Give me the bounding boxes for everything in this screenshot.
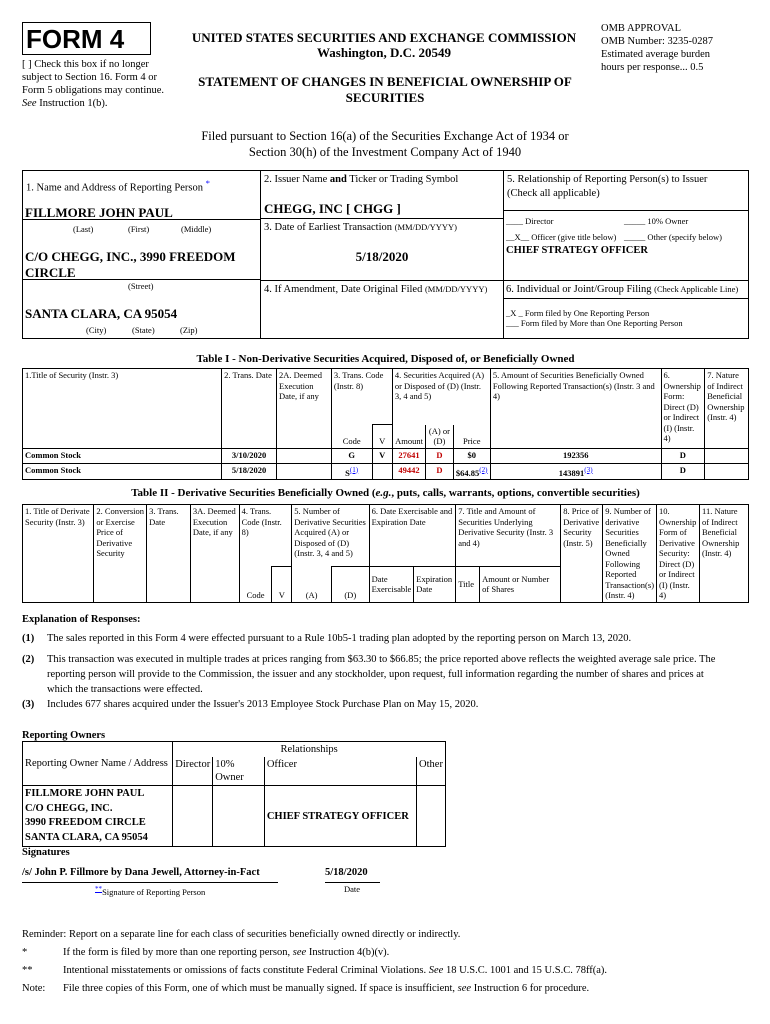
t1-r1-code-footnote[interactable]: (1)	[349, 465, 359, 474]
owners-h-relationships: Relationships	[173, 742, 446, 758]
box1-divider-1	[23, 219, 260, 220]
t1-r1-ad: D	[426, 463, 453, 479]
t2-h6: 6. Date Exercisable and Expiration Date	[369, 505, 456, 567]
signature-date: 5/18/2020	[325, 866, 380, 883]
t1-sub-ad: (A) or (D)	[426, 425, 453, 449]
box4-label-fmt: (MM/DD/YYYY)	[424, 284, 488, 294]
t1-r1-price-footnote[interactable]: (2)	[479, 465, 488, 474]
explanation-text-2: This transaction was executed in multiple trades at prices ranging from $63.30 to $66.85; the price reported above reflects the weighted average sale price. The reporting person will provide to the Commission, the issuer and any stockholder, upon request, full information regarding the number of shares and prices at which the transactions were effected.	[47, 654, 716, 695]
table1-title: Table I - Non-Derivative Securities Acquired, Disposed of, or Beneficially Owned	[196, 353, 575, 365]
reporting-person-address: C/O CHEGG, INC., 3990 FREEDOM CIRCLE	[25, 249, 236, 280]
t1-r1-code: S	[345, 467, 350, 478]
earliest-transaction-date: 5/18/2020	[355, 249, 409, 264]
owner-name-address	[23, 786, 173, 847]
other-check: _____ Other (specify below)	[624, 232, 722, 242]
omb-number: OMB Number: 3235-0287	[601, 36, 713, 47]
last-label: (Last)	[73, 224, 94, 234]
box6-filing	[503, 280, 749, 339]
form-title-box	[22, 22, 151, 55]
owner-officer: CHIEF STRATEGY OFFICER	[264, 786, 416, 847]
t1-h-nature: 7. Nature of Indirect Beneficial Ownership (Instr. 4)	[705, 369, 749, 449]
box6-label-note: (Check Applicable Line)	[654, 284, 739, 294]
explanation-num-1: (1)	[22, 633, 35, 644]
explanation-heading: Explanation of Responses:	[22, 614, 141, 625]
omb-box	[601, 22, 766, 74]
owner-address-3: SANTA CLARA, CA 95054	[25, 831, 148, 843]
explanation-text-3: Includes 677 shares acquired under the Issuer's 2013 Employee Stock Purchase Plan on May 15, 2020.	[47, 699, 479, 710]
reporting-person-city: SANTA CLARA, CA 95054	[25, 306, 178, 321]
signature-mark: **	[95, 885, 103, 893]
t2-sub-date-ex: Date Exercisable	[369, 567, 414, 602]
t2-sub-a: (A)	[292, 567, 332, 602]
form-title: FORM 4	[26, 24, 125, 54]
t1-h-own: 6. Ownership Form: Direct (D) or Indirect (I) (Instr. 4)	[661, 369, 705, 449]
check-box-text: [ ] Check this box if no longer subject to Section 16. Form 4 or Form 5 obligations may continue.	[22, 59, 165, 96]
t1-r0-nature	[705, 448, 749, 463]
box4-label-text: 4. If Amendment, Date Original Filed	[264, 284, 423, 295]
box2-label	[264, 173, 458, 186]
reminder: Reminder: Report on a separate line for each class of securities beneficially owned directly or indirectly.	[22, 929, 461, 940]
t1-r0-v: V	[372, 448, 392, 463]
t2-h2: 2. Conversion or Exercise Price of Derivative Security	[94, 505, 147, 603]
box5-label-2: (Check all applicable)	[507, 188, 600, 199]
t2-h10: 10. Ownership Form of Derivative Security: Direct (D) or Indirect (I) (Instr. 4)	[657, 505, 700, 603]
t2-h1: 1. Title of Derivate Security (Instr. 3)	[23, 505, 94, 603]
t1-r1-v	[372, 463, 392, 479]
agency-name: UNITED STATES SECURITIES AND EXCHANGE COMMISSION	[191, 30, 577, 45]
t2-h4: 4. Trans. Code (Instr. 8)	[239, 505, 292, 567]
footer-see-1: see	[292, 947, 307, 958]
box2-label-pre: 2. Issuer Name	[264, 174, 328, 185]
signatures-heading: Signatures	[22, 847, 70, 858]
t1-r1-date: 5/18/2020	[222, 463, 277, 479]
explanation-num-3: (3)	[22, 699, 35, 710]
t1-h-deemed: 2A. Deemed Execution Date, if any	[277, 369, 332, 449]
box2-issuer	[260, 170, 504, 219]
ten-pct-owner-check: _____ 10% Owner	[624, 216, 689, 226]
footer-mark-3: Note:	[22, 983, 46, 994]
more-persons-check: ___ Form filed by More than One Reporting Person	[506, 318, 683, 328]
table2-derivative	[22, 504, 749, 603]
table2-title-post: , puts, calls, warrants, options, convertible securities)	[391, 487, 640, 499]
omb-title: OMB APPROVAL	[601, 23, 682, 34]
t1-h-title: 1.Title of Security (Instr. 3)	[23, 369, 222, 449]
t1-r1-owned-cell	[490, 463, 661, 479]
footer-see-3: see	[457, 983, 472, 994]
box4-label	[264, 283, 487, 296]
box6-label	[506, 283, 738, 296]
owner-address-1: C/O CHEGG, INC.	[25, 802, 113, 814]
one-person-check: _X _ Form filed by One Reporting Person	[506, 308, 650, 318]
footer-text-2-post: 18 U.S.C. 1001 and 15 U.S.C. 78ff(a).	[445, 965, 608, 976]
owner-address-2: 3990 FREEDOM CIRCLE	[25, 817, 146, 828]
t1-r1-nature	[705, 463, 749, 479]
owners-h-name: Reporting Owner Name / Address	[23, 742, 173, 786]
owners-h-ten: 10% Owner	[213, 757, 265, 786]
box3-label	[264, 221, 457, 234]
explanation-text-1: The sales reported in this Form 4 were effected pursuant to a Rule 10b5-1 trading plan adopted by the reporting person on March 13, 2020.	[47, 633, 632, 644]
t1-h-acq: 4. Securities Acquired (A) or Disposed of (D) (Instr. 3, 4 and 5)	[392, 369, 490, 425]
table2-title	[22, 487, 749, 500]
signature-label-text: Signature of Reporting Person	[102, 886, 206, 897]
date-label: Date	[344, 884, 361, 894]
table1-non-derivative	[22, 368, 749, 480]
t1-r1-price-cell	[453, 463, 490, 479]
t2-sub-d: (D)	[331, 567, 369, 602]
table2-title-eg: e.g.	[375, 487, 392, 499]
t2-h3: 3. Trans. Date	[147, 505, 191, 603]
director-check: ____ Director	[506, 216, 554, 226]
t1-sub-code: Code	[331, 425, 372, 449]
box3-label-fmt: (MM/DD/YYYY)	[394, 222, 457, 232]
reporting-owners-table	[22, 741, 446, 847]
t1-h-date: 2. Trans. Date	[222, 369, 277, 449]
t2-h9: 9. Number of derivative Securities Beneficially Owned Following Reported Transaction(s) (Instr. 4)	[603, 505, 657, 603]
t1-r0-amount: 27641	[392, 448, 425, 463]
table2-title-pre: Table II - Derivative Securities Beneficially Owned (	[131, 487, 376, 499]
middle-label: (Middle)	[181, 224, 212, 234]
footer-item-1	[22, 946, 742, 959]
box4-amendment	[260, 280, 504, 339]
t1-r0-ad: D	[426, 448, 453, 463]
t1-r1-code-cell	[331, 463, 372, 479]
filed-pursuant-line-2: Section 30(h) of the Investment Company Act of 1940	[248, 145, 522, 159]
t2-sub-exp: Expiration Date	[414, 567, 456, 602]
box2-label-and: and	[329, 174, 347, 185]
footer-text-3-pre: File three copies of this Form, one of which must be manually signed. If space is insufficient,	[63, 983, 456, 994]
owner-ten	[213, 786, 265, 847]
box2-label-post: Ticker or Trading Symbol	[349, 174, 459, 185]
omb-burden: Estimated average burden	[601, 49, 711, 60]
t1-r1-owned-footnote[interactable]: (3)	[584, 465, 593, 474]
t1-h-code: 3. Trans. Code (Instr. 8)	[331, 369, 392, 425]
box6-divider	[504, 298, 748, 299]
box1-reporting-person	[22, 170, 261, 339]
owners-heading: Reporting Owners	[22, 730, 106, 741]
agency-location: Washington, D.C. 20549	[317, 45, 451, 60]
owners-h-other: Other	[417, 757, 446, 786]
t2-h11: 11. Nature of Indirect Beneficial Ownership (Instr. 4)	[700, 505, 749, 603]
box5-divider	[504, 210, 748, 211]
box1-label	[26, 177, 210, 195]
table-row	[23, 463, 749, 479]
footer-see-2: See	[428, 965, 444, 976]
signature-label	[95, 884, 205, 897]
explanation-item-2	[22, 652, 732, 697]
t1-sub-price: Price	[453, 425, 490, 449]
owners-header-row-1	[23, 742, 446, 758]
owner-name: FILLMORE JOHN PAUL	[25, 788, 145, 799]
t2-h7: 7. Title and Amount of Securities Underlying Derivative Security (Instr. 3 and 4)	[456, 505, 561, 567]
officer-check: __X__ Officer (give title below)	[506, 232, 617, 242]
officer-title: CHIEF STRATEGY OFFICER	[506, 245, 648, 256]
footer-mark-1: *	[22, 947, 28, 958]
footer-text-1-post: Instruction 4(b)(v).	[308, 947, 390, 958]
t2-h8: 8. Price of Derivative Security (Instr. 5)	[561, 505, 603, 603]
statement-title: STATEMENT OF CHANGES IN BENEFICIAL OWNERSHIP OF SECURITIES	[198, 74, 572, 105]
owner-other	[417, 786, 446, 847]
t1-r1-amount: 49442	[392, 463, 425, 479]
street-label: (Street)	[128, 281, 154, 291]
table-row	[23, 448, 749, 463]
t2-sub-amount: Amount or Number of Shares	[480, 567, 561, 602]
t1-r1-form: D	[661, 463, 705, 479]
box5-label: 5. Relationship of Reporting Person(s) to Issuer	[507, 174, 708, 185]
box1-label-text: 1. Name and Address of Reporting Person	[26, 182, 204, 194]
table-row	[23, 786, 446, 847]
t2-sub-v: V	[272, 567, 292, 602]
box3-label-text: 3. Date of Earliest Transaction	[264, 222, 393, 233]
box6-label-text: 6. Individual or Joint/Group Filing	[506, 284, 652, 295]
t1-sub-amount: Amount	[392, 425, 425, 449]
first-label: (First)	[128, 224, 150, 234]
t2-sub-code: Code	[239, 567, 272, 602]
table1-header-row	[23, 369, 749, 425]
t1-r1-price: $64.85	[455, 467, 480, 478]
t2-sub-title: Title	[456, 567, 480, 602]
box1-label-mark: *	[205, 178, 211, 188]
t1-r1-owned: 143891	[558, 467, 585, 478]
see-ref: See	[22, 98, 37, 109]
footer-item-2	[22, 964, 742, 977]
check-box-instr: Instruction 1(b).	[39, 98, 108, 109]
t1-sub-v: V	[372, 425, 392, 449]
issuer-name: CHEGG, INC [ CHGG ]	[264, 201, 401, 216]
t1-r1-deemed	[277, 463, 332, 479]
t2-h3a: 3A. Deemed Execution Date, if any	[190, 505, 239, 603]
filed-pursuant	[100, 128, 670, 160]
city-label: (City)	[86, 325, 107, 335]
footer-text-3-post: Instruction 6 for procedure.	[473, 983, 590, 994]
t1-r0-owned: 192356	[490, 448, 661, 463]
t1-r0-title: Common Stock	[23, 448, 222, 463]
box1-divider-2	[23, 279, 260, 280]
t2-h5: 5. Number of Derivative Securities Acquired (A) or Disposed of (D) (Instr. 3, 4 and 5)	[292, 505, 369, 567]
filed-pursuant-line-1: Filed pursuant to Section 16(a) of the Securities Exchange Act of 1934 or	[201, 129, 569, 143]
box5-relationship	[503, 170, 749, 281]
t1-r1-title: Common Stock	[23, 463, 222, 479]
footer-mark-2: **	[22, 965, 33, 976]
t1-h-amt: 5. Amount of Securities Beneficially Owned Following Reported Transaction(s) (Instr. 3 and 4)	[490, 369, 661, 449]
t1-r0-form: D	[661, 448, 705, 463]
signer: /s/ John P. Fillmore by Dana Jewell, Attorney-in-Fact	[22, 866, 278, 883]
explanation-item-3	[22, 698, 732, 711]
omb-hours: hours per response... 0.5	[601, 62, 704, 73]
zip-label: (Zip)	[180, 325, 198, 335]
t1-r0-date: 3/10/2020	[222, 448, 277, 463]
explanation-item-1	[22, 632, 732, 645]
t1-r0-price: $0	[453, 448, 490, 463]
no-longer-subject-checkbox-text	[22, 58, 172, 110]
box3-earliest-transaction	[260, 218, 504, 281]
state-label: (State)	[132, 325, 155, 335]
owners-h-director: Director	[173, 757, 213, 786]
owners-h-officer: Officer	[264, 757, 416, 786]
t1-r0-code: G	[331, 448, 372, 463]
footer-item-3	[22, 982, 742, 995]
t1-r0-deemed	[277, 448, 332, 463]
explanation-num-2: (2)	[22, 654, 35, 665]
table2-header-row	[23, 505, 749, 567]
owner-director	[173, 786, 213, 847]
footer-text-1-pre: If the form is filed by more than one reporting person,	[63, 947, 291, 958]
reporting-person-name: FILLMORE JOHN PAUL	[25, 205, 173, 220]
footer-text-2-pre: Intentional misstatements or omissions of facts constitute Federal Criminal Violations.	[63, 965, 427, 976]
